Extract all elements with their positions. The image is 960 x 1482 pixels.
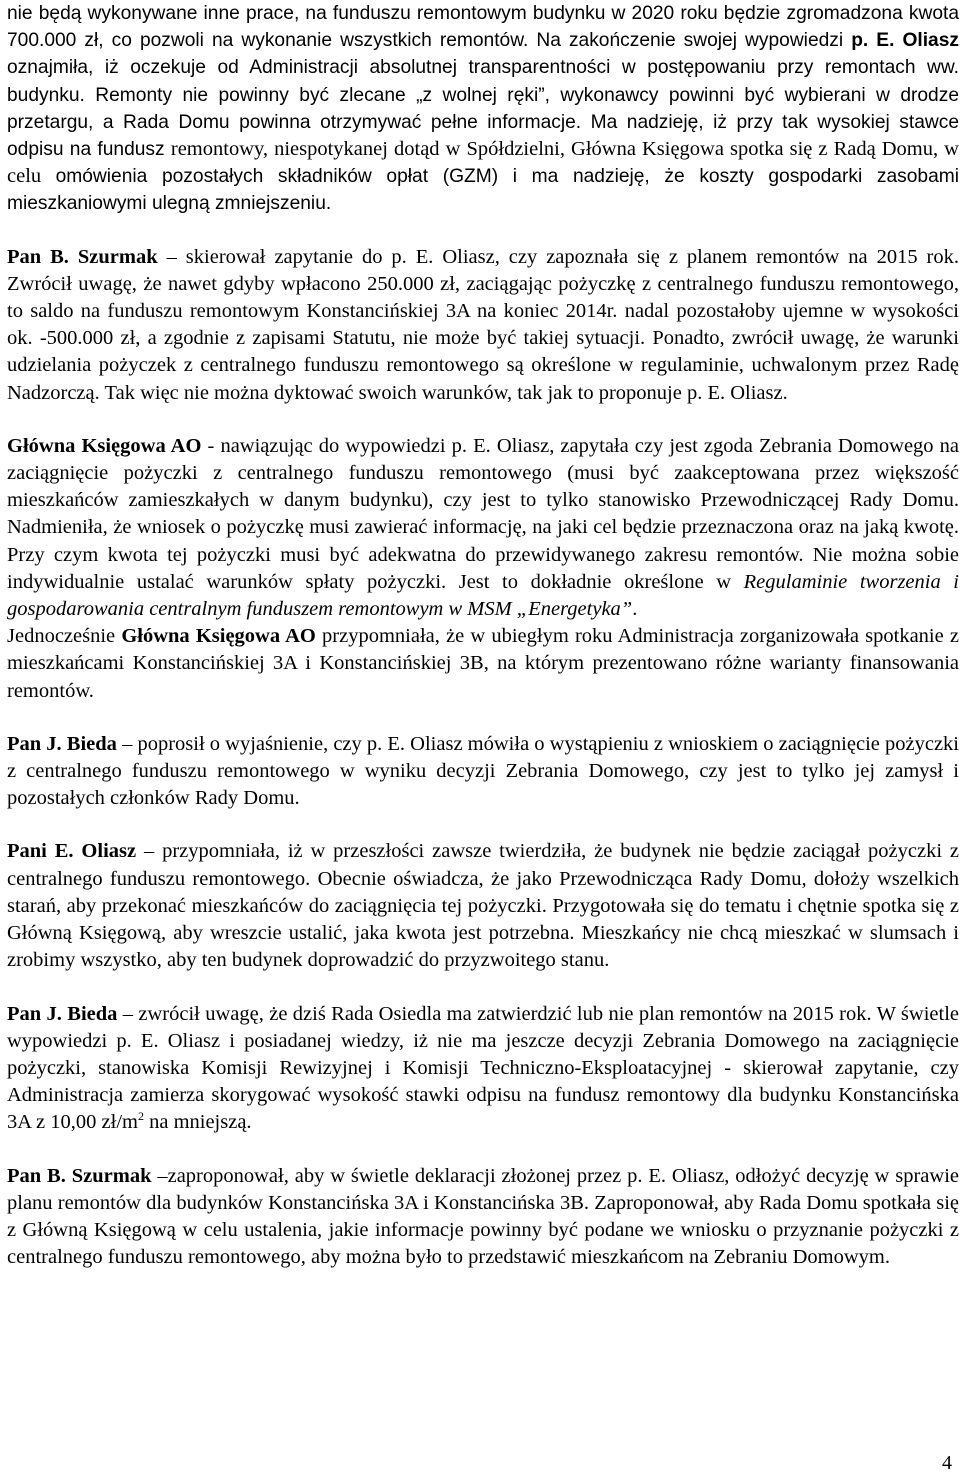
text-segment: nie będą wykonywane inne prace, na funduszu remontowym budynku w 2020 roku będzie zgromadzona kwota 700.000 zł, co pozwoli na wykonanie wszystkich remontów. Na zakończenie swojej wypowiedzi	[7, 3, 959, 52]
paragraph-bieda-remark	[7, 1001, 959, 1137]
paragraph-szurmak-proposal	[7, 1163, 959, 1272]
paragraph-spacer	[7, 975, 959, 1001]
text-segment: – skierował zapytanie do p. E. Oliasz, czy zapoznała się z planem remontów na 2015 rok. Zwrócił uwagę, że nawet gdyby wpłacono 250.000 zł, zaciągając pożyczkę z centralnego funduszu remontowego, to saldo na funduszu remontowym Konstancińskiej 3A na koniec 2014r. nadal pozostałoby ujemne w wysokości ok. -500.000 zł, a zgodnie z zapisami Statutu, nie może być takiej sytuacji. Ponadto, zwrócił uwagę, że warunki udzielania pożyczek z centralnego funduszu remontowego są określone w regulaminie, uchwalonym przez Radę Nadzorczą. Tak więc nie można dyktować swoich warunków, tak jak to proponuje p. E. Oliasz.	[7, 245, 959, 404]
text-segment: przypomniała, że w ubiegłym roku Administracja zorganizowała spotkanie z mieszkańcami Konstancińskiej 3A i Konstancińskiej 3B, na którym prezentowano różne warianty finansowania remontów.	[7, 625, 959, 702]
paragraph-chief-accountant-reminder	[7, 623, 959, 705]
speaker-name: Główna Księgowa AO	[121, 625, 316, 648]
speaker-name: Pan J. Bieda	[7, 1002, 118, 1025]
paragraph-spacer	[7, 705, 959, 731]
speaker-name: Pan B. Szurmak	[7, 1164, 152, 1187]
paragraph-szurmak-question	[7, 244, 959, 407]
paragraph-spacer	[7, 812, 959, 838]
text-segment: Jednocześnie	[7, 625, 122, 648]
speaker-name: Pan B. Szurmak	[7, 245, 158, 268]
paragraph-spacer	[7, 407, 959, 433]
paragraph-spacer	[7, 218, 959, 244]
speaker-name: Pan J. Bieda	[7, 732, 117, 755]
text-segment: .	[632, 598, 638, 621]
text-segment: – poprosił o wyjaśnienie, czy p. E. Oliasz mówiła o wystąpieniu z wnioskiem o zaciągnięcie pożyczki z centralnego funduszu remontowego w wyniku decyzji Zebrania Domowego, czy jest to tylko jej zamysł i pozostałych członków Rady Domu.	[7, 732, 959, 810]
text-segment: oznajmiła, iż oczekuje od Administracji absolutnej transparentności w postępowaniu przy remontach ww. budynku. Remonty nie powinny być zlecane „z wolnej ręki”, wykonawcy powinni być wybierani w drodze przetargu, a Rada Domu powinna otrzymywać pełne informacje. Ma nadzieję, iż przy tak wysokiej stawce odpisu na fundusz	[7, 57, 959, 161]
text-segment: omówienia pozostałych składników opłat (GZM) i ma nadzieję, że koszty gospodarki zasobami mieszkaniowymi ulegną zmniejszeniu.	[7, 166, 959, 215]
speaker-name: Główna Księgowa AO	[7, 434, 202, 457]
paragraph-spacer	[7, 1137, 959, 1163]
text-segment: remontowy, niespotykanej dotąd w Spółdzielni, Główna Księgowa spotka się z Radą Domu, w celu	[7, 138, 959, 188]
document-page	[7, 0, 959, 1271]
paragraph-oliasz-reply	[7, 838, 959, 974]
text-segment: –zaproponował, aby w świetle deklaracji złożonej przez p. E. Oliasz, odłożyć decyzję w sprawie planu remontów dla budynków Konstancińska 3A i Konstancińska 3B. Zaproponował, aby Rada Domu spotkała się z Główną Księgową w celu ustalenia, jakie informacje powinny być podane we wniosku o przyznanie pożyczki z centralnego funduszu remontowego, aby można było to przedstawić mieszkańcom na Zebraniu Domowym.	[7, 1164, 959, 1269]
paragraph-renovation-fund	[7, 0, 959, 218]
text-segment: - nawiązując do wypowiedzi p. E. Oliasz, zapytała czy jest zgoda Zebrania Domowego na zaciągnięcie pożyczki z centralnego funduszu remontowego (musi być zaakceptowana przez większość mieszkańców zamieszkałych w danym budynku), czy jest to tylko stanowisko Przewodniczącej Rady Domu. Nadmieniła, że wniosek o pożyczkę musi zawierać informację, na jaki cel będzie przeznaczona oraz na jaką kwotę. Przy czym kwota tej pożyczki musi być adekwatna do przewidywanego zakresu remontów. Nie można sobie indywidualnie ustalać warunków spłaty pożyczki. Jest to dokładnie określone w	[7, 434, 959, 593]
text-segment: – przypomniała, iż w przeszłości zawsze twierdziła, że budynek nie będzie zaciągał pożyczki z centralnego funduszu remontowego. Obecnie oświadcza, że jako Przewodnicząca Rady Domu, dołoży wszelkich starań, aby przekonać mieszkańców do zaciągnięcia tej pożyczki. Przygotowała się do tematu i chętnie spotka się z Główną Księgową, aby wreszcie ustalić, jaka kwota jest potrzebna. Mieszkańcy nie chcą mieszkać w slumsach i zrobimy wszystko, aby ten budynek doprowadzić do przyzwoitego stanu.	[7, 840, 959, 972]
text-segment: na mniejszą.	[143, 1111, 252, 1134]
speaker-name: p. E. Oliasz	[851, 30, 959, 52]
paragraph-chief-accountant	[7, 433, 959, 623]
text-segment: – zwrócił uwagę, że dziś Rada Osiedla ma zatwierdzić lub nie plan remontów na 2015 rok. W świetle wypowiedzi p. E. Oliasz i posiadanej wiedzy, iż nie ma jeszcze decyzji Zebrania Domowego na zaciągnięcie pożyczki, stanowiska Komisji Rewizyjnej i Komisji Techniczno-Eksploatacyjnej - skierował zapytanie, czy Administracja zamierza skorygować wysokość stawki odpisu na fundusz remontowy dla budynku Konstancińska 3A z 10,00 zł/m	[7, 1002, 959, 1134]
page-number: 4	[942, 1452, 952, 1474]
superscript-2: 2	[137, 1109, 144, 1124]
paragraph-bieda-clarification	[7, 731, 959, 813]
regulation-title: Regulaminie tworzenia i gospodarowania centralnym funduszem remontowym w MSM „Energetyka”	[7, 570, 959, 621]
speaker-name: Pani E. Oliasz	[7, 840, 137, 863]
